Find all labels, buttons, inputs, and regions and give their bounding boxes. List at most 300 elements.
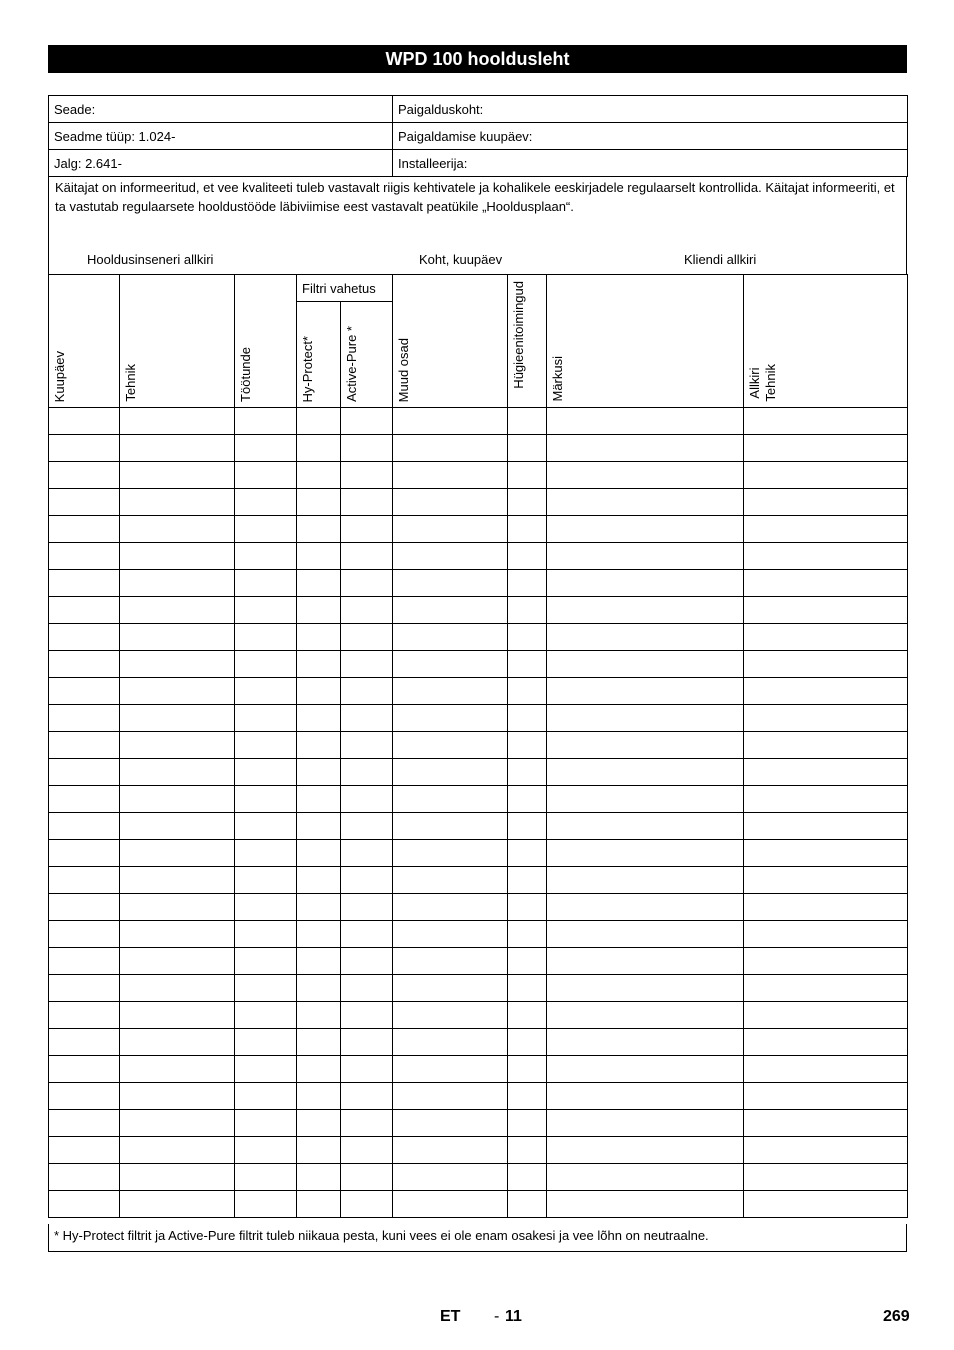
table-cell[interactable] <box>744 786 908 813</box>
table-cell[interactable] <box>547 516 744 543</box>
table-cell[interactable] <box>341 1002 393 1029</box>
table-cell[interactable] <box>235 435 297 462</box>
field-paigaldamise-kuupaev[interactable]: Paigaldamise kuupäev: <box>393 123 908 150</box>
table-cell[interactable] <box>744 408 908 435</box>
table-cell[interactable] <box>297 543 341 570</box>
table-cell[interactable] <box>508 867 547 894</box>
table-cell[interactable] <box>547 489 744 516</box>
table-cell[interactable] <box>49 786 120 813</box>
table-cell[interactable] <box>547 1164 744 1191</box>
table-cell[interactable] <box>297 570 341 597</box>
footer-dash: - <box>494 1308 500 1325</box>
table-cell[interactable] <box>744 948 908 975</box>
table-cell[interactable] <box>393 1137 508 1164</box>
table-cell[interactable] <box>744 840 908 867</box>
table-cell[interactable] <box>744 1083 908 1110</box>
table-cell[interactable] <box>341 678 393 705</box>
table-cell[interactable] <box>235 597 297 624</box>
table-row <box>49 759 908 786</box>
table-cell[interactable] <box>297 840 341 867</box>
table-cell[interactable] <box>508 813 547 840</box>
table-cell[interactable] <box>235 786 297 813</box>
table-cell[interactable] <box>508 948 547 975</box>
table-cell[interactable] <box>49 759 120 786</box>
page-title: WPD 100 hooldusleht <box>48 45 907 73</box>
table-cell[interactable] <box>120 948 235 975</box>
table-cell[interactable] <box>341 1137 393 1164</box>
table-cell[interactable] <box>120 1002 235 1029</box>
table-cell[interactable] <box>120 867 235 894</box>
table-cell[interactable] <box>547 570 744 597</box>
table-cell[interactable] <box>341 975 393 1002</box>
table-cell[interactable] <box>297 1056 341 1083</box>
table-cell[interactable] <box>341 408 393 435</box>
field-jalg[interactable]: Jalg: 2.641- <box>49 150 393 177</box>
table-cell[interactable] <box>744 1029 908 1056</box>
table-cell[interactable] <box>297 1083 341 1110</box>
table-cell[interactable] <box>393 678 508 705</box>
table-cell[interactable] <box>547 948 744 975</box>
table-cell[interactable] <box>393 1164 508 1191</box>
table-cell[interactable] <box>508 786 547 813</box>
table-cell[interactable] <box>341 894 393 921</box>
table-row <box>49 678 908 705</box>
table-cell[interactable] <box>547 840 744 867</box>
table-cell[interactable] <box>393 1191 508 1218</box>
table-cell[interactable] <box>393 1029 508 1056</box>
table-cell[interactable] <box>235 867 297 894</box>
table-cell[interactable] <box>393 435 508 462</box>
table-cell[interactable] <box>235 462 297 489</box>
table-row <box>49 1164 908 1191</box>
table-cell[interactable] <box>120 894 235 921</box>
table-cell[interactable] <box>547 1002 744 1029</box>
table-cell[interactable] <box>508 1110 547 1137</box>
table-row <box>49 813 908 840</box>
table-cell[interactable] <box>120 408 235 435</box>
table-row <box>49 570 908 597</box>
table-cell[interactable] <box>547 678 744 705</box>
table-cell[interactable] <box>341 813 393 840</box>
table-cell[interactable] <box>547 1191 744 1218</box>
table-cell[interactable] <box>235 813 297 840</box>
table-cell[interactable] <box>297 732 341 759</box>
table-cell[interactable] <box>49 597 120 624</box>
table-cell[interactable] <box>508 840 547 867</box>
table-cell[interactable] <box>393 894 508 921</box>
table-cell[interactable] <box>508 1029 547 1056</box>
field-paigalduskoht[interactable]: Paigalduskoht: <box>393 96 908 123</box>
log-rows <box>49 408 908 1218</box>
table-row <box>49 516 908 543</box>
table-cell[interactable] <box>297 1110 341 1137</box>
table-cell[interactable] <box>49 732 120 759</box>
table-cell[interactable] <box>508 1056 547 1083</box>
table-cell[interactable] <box>235 1083 297 1110</box>
table-cell[interactable] <box>297 1164 341 1191</box>
table-cell[interactable] <box>120 759 235 786</box>
table-cell[interactable] <box>508 543 547 570</box>
table-cell[interactable] <box>341 948 393 975</box>
table-cell[interactable] <box>547 894 744 921</box>
table-cell[interactable] <box>297 489 341 516</box>
table-cell[interactable] <box>508 462 547 489</box>
table-cell[interactable] <box>393 813 508 840</box>
table-cell[interactable] <box>341 759 393 786</box>
table-cell[interactable] <box>341 705 393 732</box>
table-cell[interactable] <box>49 1083 120 1110</box>
table-cell[interactable] <box>341 624 393 651</box>
table-cell[interactable] <box>341 1110 393 1137</box>
col-header-kuupaev: Kuupäev <box>49 275 120 408</box>
table-cell[interactable] <box>393 570 508 597</box>
table-cell[interactable] <box>120 678 235 705</box>
table-cell[interactable] <box>508 759 547 786</box>
table-cell[interactable] <box>297 867 341 894</box>
field-seadme-tyyp[interactable]: Seadme tüüp: 1.024- <box>49 123 393 150</box>
table-row <box>49 894 908 921</box>
table-cell[interactable] <box>297 462 341 489</box>
table-cell[interactable] <box>744 1056 908 1083</box>
table-cell[interactable] <box>120 462 235 489</box>
table-cell[interactable] <box>49 1056 120 1083</box>
table-cell[interactable] <box>297 759 341 786</box>
table-cell[interactable] <box>508 489 547 516</box>
table-cell[interactable] <box>120 813 235 840</box>
table-cell[interactable] <box>235 1110 297 1137</box>
table-cell[interactable] <box>297 1191 341 1218</box>
table-cell[interactable] <box>120 1191 235 1218</box>
table-cell[interactable] <box>341 570 393 597</box>
table-cell[interactable] <box>120 651 235 678</box>
table-cell[interactable] <box>744 813 908 840</box>
table-cell[interactable] <box>49 975 120 1002</box>
table-cell[interactable] <box>744 867 908 894</box>
table-cell[interactable] <box>297 435 341 462</box>
table-cell[interactable] <box>341 867 393 894</box>
table-row <box>49 1110 908 1137</box>
footer-section-page: 11 <box>505 1308 522 1325</box>
col-header-tehnik: Tehnik <box>120 275 235 408</box>
table-cell[interactable] <box>393 543 508 570</box>
table-cell[interactable] <box>393 1110 508 1137</box>
table-cell[interactable] <box>235 1056 297 1083</box>
table-cell[interactable] <box>744 759 908 786</box>
table-cell[interactable] <box>297 786 341 813</box>
table-cell[interactable] <box>508 516 547 543</box>
table-row <box>49 1029 908 1056</box>
operator-notice <box>48 176 907 275</box>
table-cell[interactable] <box>508 435 547 462</box>
table-cell[interactable] <box>508 408 547 435</box>
table-cell[interactable] <box>297 624 341 651</box>
table-cell[interactable] <box>341 1056 393 1083</box>
table-cell[interactable] <box>744 516 908 543</box>
table-cell[interactable] <box>235 705 297 732</box>
col-header-muud-osad: Muud osad <box>393 275 508 408</box>
table-cell[interactable] <box>49 1110 120 1137</box>
table-cell[interactable] <box>120 975 235 1002</box>
table-cell[interactable] <box>120 516 235 543</box>
table-cell[interactable] <box>49 921 120 948</box>
table-cell[interactable] <box>547 1083 744 1110</box>
table-cell[interactable] <box>508 624 547 651</box>
table-cell[interactable] <box>547 705 744 732</box>
table-cell[interactable] <box>744 1002 908 1029</box>
table-cell[interactable] <box>341 597 393 624</box>
table-cell[interactable] <box>49 840 120 867</box>
table-cell[interactable] <box>547 462 744 489</box>
table-cell[interactable] <box>49 1002 120 1029</box>
table-cell[interactable] <box>393 1083 508 1110</box>
table-cell[interactable] <box>235 948 297 975</box>
table-cell[interactable] <box>547 867 744 894</box>
table-cell[interactable] <box>235 624 297 651</box>
table-cell[interactable] <box>235 408 297 435</box>
table-cell[interactable] <box>235 894 297 921</box>
table-cell[interactable] <box>393 1002 508 1029</box>
table-cell[interactable] <box>744 543 908 570</box>
table-cell[interactable] <box>744 1164 908 1191</box>
table-cell[interactable] <box>547 813 744 840</box>
engineer-signature-label: Hooldusinseneri allkiri <box>87 252 214 267</box>
table-cell[interactable] <box>508 1137 547 1164</box>
table-cell[interactable] <box>49 408 120 435</box>
table-cell[interactable] <box>297 1137 341 1164</box>
table-cell[interactable] <box>120 1137 235 1164</box>
table-cell[interactable] <box>235 1191 297 1218</box>
table-cell[interactable] <box>744 651 908 678</box>
table-cell[interactable] <box>547 435 744 462</box>
table-cell[interactable] <box>235 651 297 678</box>
table-cell[interactable] <box>235 975 297 1002</box>
table-cell[interactable] <box>547 1056 744 1083</box>
table-cell[interactable] <box>547 651 744 678</box>
table-cell[interactable] <box>49 1029 120 1056</box>
table-cell[interactable] <box>508 1002 547 1029</box>
table-cell[interactable] <box>297 597 341 624</box>
table-cell[interactable] <box>235 543 297 570</box>
table-cell[interactable] <box>508 678 547 705</box>
table-cell[interactable] <box>120 1110 235 1137</box>
table-cell[interactable] <box>235 921 297 948</box>
table-cell[interactable] <box>341 651 393 678</box>
table-row <box>49 786 908 813</box>
table-cell[interactable] <box>120 921 235 948</box>
table-cell[interactable] <box>235 1137 297 1164</box>
col-header-hy-protect: Hy-Protect* <box>297 302 341 408</box>
table-cell[interactable] <box>744 975 908 1002</box>
table-cell[interactable] <box>508 894 547 921</box>
table-cell[interactable] <box>508 1191 547 1218</box>
table-cell[interactable] <box>49 1191 120 1218</box>
table-cell[interactable] <box>235 678 297 705</box>
table-row <box>49 435 908 462</box>
table-cell[interactable] <box>393 732 508 759</box>
table-cell[interactable] <box>297 975 341 1002</box>
table-cell[interactable] <box>341 1164 393 1191</box>
table-cell[interactable] <box>120 1164 235 1191</box>
table-cell[interactable] <box>235 759 297 786</box>
table-cell[interactable] <box>235 516 297 543</box>
table-cell[interactable] <box>235 1002 297 1029</box>
table-cell[interactable] <box>744 1110 908 1137</box>
table-cell[interactable] <box>393 516 508 543</box>
table-cell[interactable] <box>547 759 744 786</box>
table-cell[interactable] <box>393 840 508 867</box>
table-cell[interactable] <box>508 975 547 1002</box>
table-cell[interactable] <box>393 1056 508 1083</box>
table-cell[interactable] <box>744 1191 908 1218</box>
table-cell[interactable] <box>120 705 235 732</box>
table-cell[interactable] <box>393 624 508 651</box>
table-cell[interactable] <box>297 705 341 732</box>
table-cell[interactable] <box>393 408 508 435</box>
table-cell[interactable] <box>744 678 908 705</box>
table-cell[interactable] <box>508 651 547 678</box>
table-cell[interactable] <box>341 435 393 462</box>
table-cell[interactable] <box>508 1083 547 1110</box>
table-cell[interactable] <box>341 1083 393 1110</box>
table-cell[interactable] <box>49 543 120 570</box>
table-cell[interactable] <box>393 462 508 489</box>
table-cell[interactable] <box>297 1029 341 1056</box>
table-cell[interactable] <box>393 948 508 975</box>
table-cell[interactable] <box>744 570 908 597</box>
table-cell[interactable] <box>49 1164 120 1191</box>
table-cell[interactable] <box>49 948 120 975</box>
table-cell[interactable] <box>297 813 341 840</box>
table-cell[interactable] <box>341 840 393 867</box>
table-cell[interactable] <box>297 1002 341 1029</box>
table-cell[interactable] <box>120 840 235 867</box>
table-cell[interactable] <box>297 408 341 435</box>
table-cell[interactable] <box>744 894 908 921</box>
table-cell[interactable] <box>393 759 508 786</box>
table-row <box>49 462 908 489</box>
table-cell[interactable] <box>120 543 235 570</box>
table-cell[interactable] <box>235 570 297 597</box>
table-cell[interactable] <box>297 678 341 705</box>
table-cell[interactable] <box>49 1137 120 1164</box>
table-cell[interactable] <box>120 786 235 813</box>
table-cell[interactable] <box>393 867 508 894</box>
table-cell[interactable] <box>120 435 235 462</box>
table-cell[interactable] <box>547 597 744 624</box>
table-cell[interactable] <box>393 921 508 948</box>
table-cell[interactable] <box>120 597 235 624</box>
table-cell[interactable] <box>393 786 508 813</box>
table-cell[interactable] <box>297 948 341 975</box>
table-cell[interactable] <box>547 1137 744 1164</box>
table-cell[interactable] <box>547 1029 744 1056</box>
table-row <box>49 597 908 624</box>
table-cell[interactable] <box>341 462 393 489</box>
table-cell[interactable] <box>297 921 341 948</box>
table-cell[interactable] <box>508 705 547 732</box>
table-cell[interactable] <box>744 1137 908 1164</box>
table-cell[interactable] <box>393 705 508 732</box>
table-cell[interactable] <box>49 489 120 516</box>
table-cell[interactable] <box>393 975 508 1002</box>
table-cell[interactable] <box>547 408 744 435</box>
table-cell[interactable] <box>547 975 744 1002</box>
table-cell[interactable] <box>341 786 393 813</box>
table-cell[interactable] <box>744 489 908 516</box>
table-cell[interactable] <box>744 435 908 462</box>
table-cell[interactable] <box>508 1164 547 1191</box>
table-cell[interactable] <box>547 1110 744 1137</box>
table-cell[interactable] <box>744 705 908 732</box>
table-cell[interactable] <box>49 624 120 651</box>
table-cell[interactable] <box>341 516 393 543</box>
table-cell[interactable] <box>508 597 547 624</box>
table-cell[interactable] <box>508 570 547 597</box>
table-cell[interactable] <box>547 921 744 948</box>
table-cell[interactable] <box>49 894 120 921</box>
table-cell[interactable] <box>341 732 393 759</box>
table-cell[interactable] <box>393 651 508 678</box>
table-cell[interactable] <box>297 894 341 921</box>
table-cell[interactable] <box>235 732 297 759</box>
table-cell[interactable] <box>341 921 393 948</box>
table-cell[interactable] <box>547 543 744 570</box>
table-cell[interactable] <box>297 651 341 678</box>
table-cell[interactable] <box>235 1029 297 1056</box>
table-cell[interactable] <box>547 732 744 759</box>
table-cell[interactable] <box>120 570 235 597</box>
table-cell[interactable] <box>744 732 908 759</box>
table-cell[interactable] <box>547 786 744 813</box>
table-cell[interactable] <box>49 867 120 894</box>
table-cell[interactable] <box>120 1083 235 1110</box>
table-cell[interactable] <box>744 597 908 624</box>
table-cell[interactable] <box>235 840 297 867</box>
table-cell[interactable] <box>508 921 547 948</box>
table-cell[interactable] <box>547 624 744 651</box>
table-cell[interactable] <box>508 732 547 759</box>
table-cell[interactable] <box>49 462 120 489</box>
table-cell[interactable] <box>49 705 120 732</box>
table-cell[interactable] <box>341 1029 393 1056</box>
table-cell[interactable] <box>49 651 120 678</box>
table-cell[interactable] <box>744 624 908 651</box>
field-seade[interactable]: Seade: <box>49 96 393 123</box>
table-cell[interactable] <box>120 1029 235 1056</box>
table-cell[interactable] <box>297 516 341 543</box>
table-cell[interactable] <box>49 570 120 597</box>
table-cell[interactable] <box>120 732 235 759</box>
table-cell[interactable] <box>341 489 393 516</box>
table-cell[interactable] <box>235 1164 297 1191</box>
col-group-filter-change: Filtri vahetus <box>297 275 393 302</box>
table-cell[interactable] <box>393 489 508 516</box>
table-cell[interactable] <box>49 435 120 462</box>
table-cell[interactable] <box>341 1191 393 1218</box>
table-cell[interactable] <box>120 1056 235 1083</box>
table-cell[interactable] <box>120 489 235 516</box>
field-installeerija[interactable]: Installeerija: <box>393 150 908 177</box>
table-cell[interactable] <box>120 624 235 651</box>
table-cell[interactable] <box>393 597 508 624</box>
table-cell[interactable] <box>235 489 297 516</box>
table-cell[interactable] <box>49 516 120 543</box>
table-cell[interactable] <box>49 678 120 705</box>
table-cell[interactable] <box>341 543 393 570</box>
table-cell[interactable] <box>49 813 120 840</box>
table-cell[interactable] <box>744 921 908 948</box>
table-cell[interactable] <box>744 462 908 489</box>
